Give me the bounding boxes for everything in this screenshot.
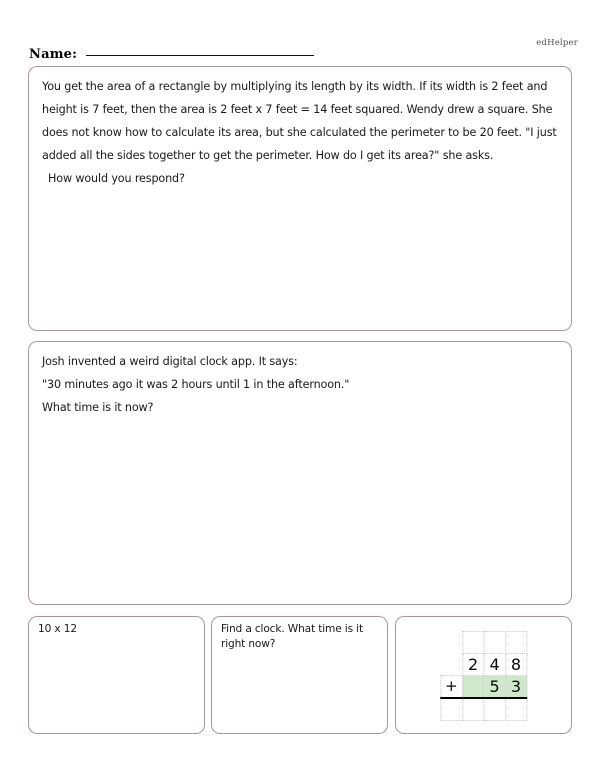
addend-2-digit-ones: 3 <box>505 676 526 699</box>
answer-row[interactable] <box>440 698 527 721</box>
answer-cell-ones[interactable] <box>505 698 526 721</box>
bottom-box-2[interactable] <box>211 616 388 734</box>
addend-1-row <box>440 654 527 676</box>
carry-row[interactable] <box>440 632 527 654</box>
problem-2-line-2: "30 minutes ago it was 2 hours until 1 in the afternoon." <box>42 378 350 391</box>
name-field-row <box>29 47 314 62</box>
edhelper-logo: edHelper <box>536 38 578 48</box>
problem-2-line-1: Josh invented a weird digital clock app. It says: <box>42 355 298 368</box>
addend-1-cell-0 <box>440 654 462 676</box>
carry-cell-0 <box>440 632 462 654</box>
problem-1-line-2: How would you respond? <box>48 172 185 185</box>
bottom-box-1[interactable] <box>28 616 205 734</box>
name-label: Name: <box>29 47 78 62</box>
bottom-box-1-text: 10 x 12 <box>38 623 77 635</box>
problem-box-1[interactable] <box>28 66 572 331</box>
problem-1-text <box>42 75 559 190</box>
answer-cell-0[interactable] <box>440 698 462 721</box>
addend-2-row <box>440 676 527 699</box>
bottom-box-3[interactable] <box>395 616 572 734</box>
answer-cell-tens[interactable] <box>484 698 505 721</box>
problem-2-text <box>42 350 559 419</box>
answer-cell-hundreds[interactable] <box>462 698 483 721</box>
problem-1-line-1: You get the area of a rectangle by multiplying its length by its width. If its width is 2 feet and height is 7 feet, then the area is 2 feet x 7 feet = 14 feet squared. Wendy drew a square. She does not know how to calculate its area, but she calculated the perimeter to be 20 feet. "I just added all the sides together to get the perimeter. How do I get its area?" she asks. <box>42 80 557 162</box>
vertical-addition-grid[interactable] <box>440 631 528 721</box>
addend-2-digit-tens: 5 <box>484 676 505 699</box>
addend-1-digit-hundreds: 2 <box>462 654 483 676</box>
problem-2-line-3: What time is it now? <box>42 401 154 414</box>
problem-box-2[interactable] <box>28 341 572 605</box>
carry-cell-1[interactable] <box>462 632 483 654</box>
bottom-box-2-text: Find a clock. What time is it right now? <box>221 623 363 650</box>
plus-operator: + <box>440 676 462 699</box>
addend-1-digit-tens: 4 <box>484 654 505 676</box>
carry-cell-2[interactable] <box>484 632 505 654</box>
carry-cell-3[interactable] <box>505 632 526 654</box>
vertical-addition-table <box>440 631 528 721</box>
addend-2-cell-hundreds <box>462 676 483 699</box>
name-write-in-line[interactable] <box>86 55 314 56</box>
addend-1-digit-ones: 8 <box>505 654 526 676</box>
